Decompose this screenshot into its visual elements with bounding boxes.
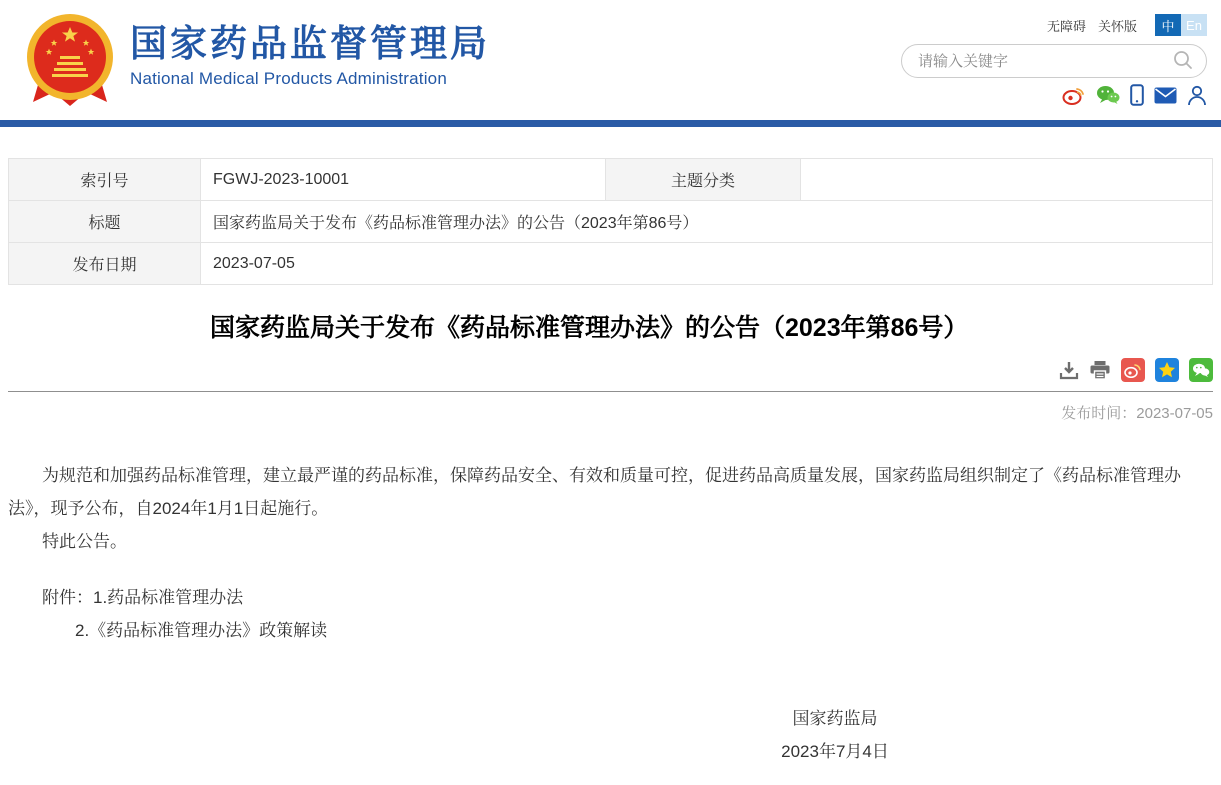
index-value: FGWJ-2023-10001: [201, 159, 606, 201]
index-label: 索引号: [9, 159, 201, 201]
attachment-item-1: [8, 581, 1213, 614]
search-icon: [1172, 49, 1194, 74]
care-version-link[interactable]: 关怀版: [1097, 18, 1137, 34]
title-value: 国家药监局关于发布《药品标准管理办法》的公告（2023年第86号）: [201, 201, 1213, 243]
body-paragraph-1: 为规范和加强药品标准管理，建立最严谨的药品标准，保障药品安全、有效和质量可控，促进药品高质量发展，国家药监局组织制定了《药品标准管理办法》，现予公布，自2024年1月1日起施行。: [8, 466, 1181, 518]
publish-time: 发布时间：2023-07-05: [1061, 405, 1213, 422]
article-body: [8, 459, 1213, 558]
body-paragraph-2: 特此公告。: [42, 532, 127, 551]
language-toggle: [1155, 14, 1207, 36]
wechat-icon[interactable]: [1096, 85, 1120, 105]
signature-block: [725, 702, 945, 768]
date-value: 2023-07-05: [201, 243, 1213, 285]
mobile-icon[interactable]: [1130, 84, 1144, 106]
signature-org: 国家药监局: [792, 709, 878, 728]
accessibility-link[interactable]: 无障碍: [1046, 18, 1086, 34]
search-input[interactable]: [918, 53, 1172, 70]
share-toolbar: [8, 358, 1213, 382]
table-row-index: [9, 159, 1213, 201]
print-icon[interactable]: [1089, 360, 1111, 380]
site-header: [0, 0, 1221, 120]
main-content: [8, 127, 1213, 768]
header-divider-bar: [0, 120, 1221, 127]
date-label: 发布日期: [9, 243, 201, 285]
site-title-en: National Medical Products Administration: [130, 69, 447, 88]
signature-date: 2023年7月4日: [781, 742, 889, 761]
lang-zh-button[interactable]: 中: [1155, 14, 1181, 36]
attachments: [8, 581, 1213, 647]
download-icon[interactable]: [1059, 360, 1079, 380]
table-row-date: [9, 243, 1213, 285]
wechat-share-icon[interactable]: [1189, 358, 1213, 382]
national-emblem-logo: [24, 12, 116, 113]
search-button[interactable]: [1172, 49, 1194, 74]
title-label: 标题: [9, 201, 201, 243]
user-icon[interactable]: [1187, 85, 1207, 106]
site-title-zh: 国家药品监督管理局: [130, 23, 490, 64]
category-label: 主题分类: [606, 159, 801, 201]
top-links: [1047, 14, 1207, 36]
title-divider: [8, 391, 1213, 392]
email-icon[interactable]: [1154, 87, 1177, 104]
lang-en-button[interactable]: En: [1181, 14, 1207, 36]
attachment-link-1[interactable]: 附件：1.药品标准管理办法: [42, 588, 244, 607]
qzone-share-icon[interactable]: [1155, 358, 1179, 382]
weibo-icon[interactable]: [1062, 85, 1086, 105]
search-box: [901, 44, 1207, 78]
attachment-link-2[interactable]: 2.《药品标准管理办法》政策解读: [75, 621, 328, 640]
category-value: [801, 159, 1213, 201]
table-row-title: [9, 201, 1213, 243]
header-social-icons: [1062, 84, 1207, 106]
attachment-item-2: [8, 614, 1213, 647]
document-info-table: [8, 158, 1213, 285]
article-title: 国家药监局关于发布《药品标准管理办法》的公告（2023年第86号）: [210, 314, 969, 342]
weibo-share-icon[interactable]: [1121, 358, 1145, 382]
site-titles: [130, 22, 490, 89]
